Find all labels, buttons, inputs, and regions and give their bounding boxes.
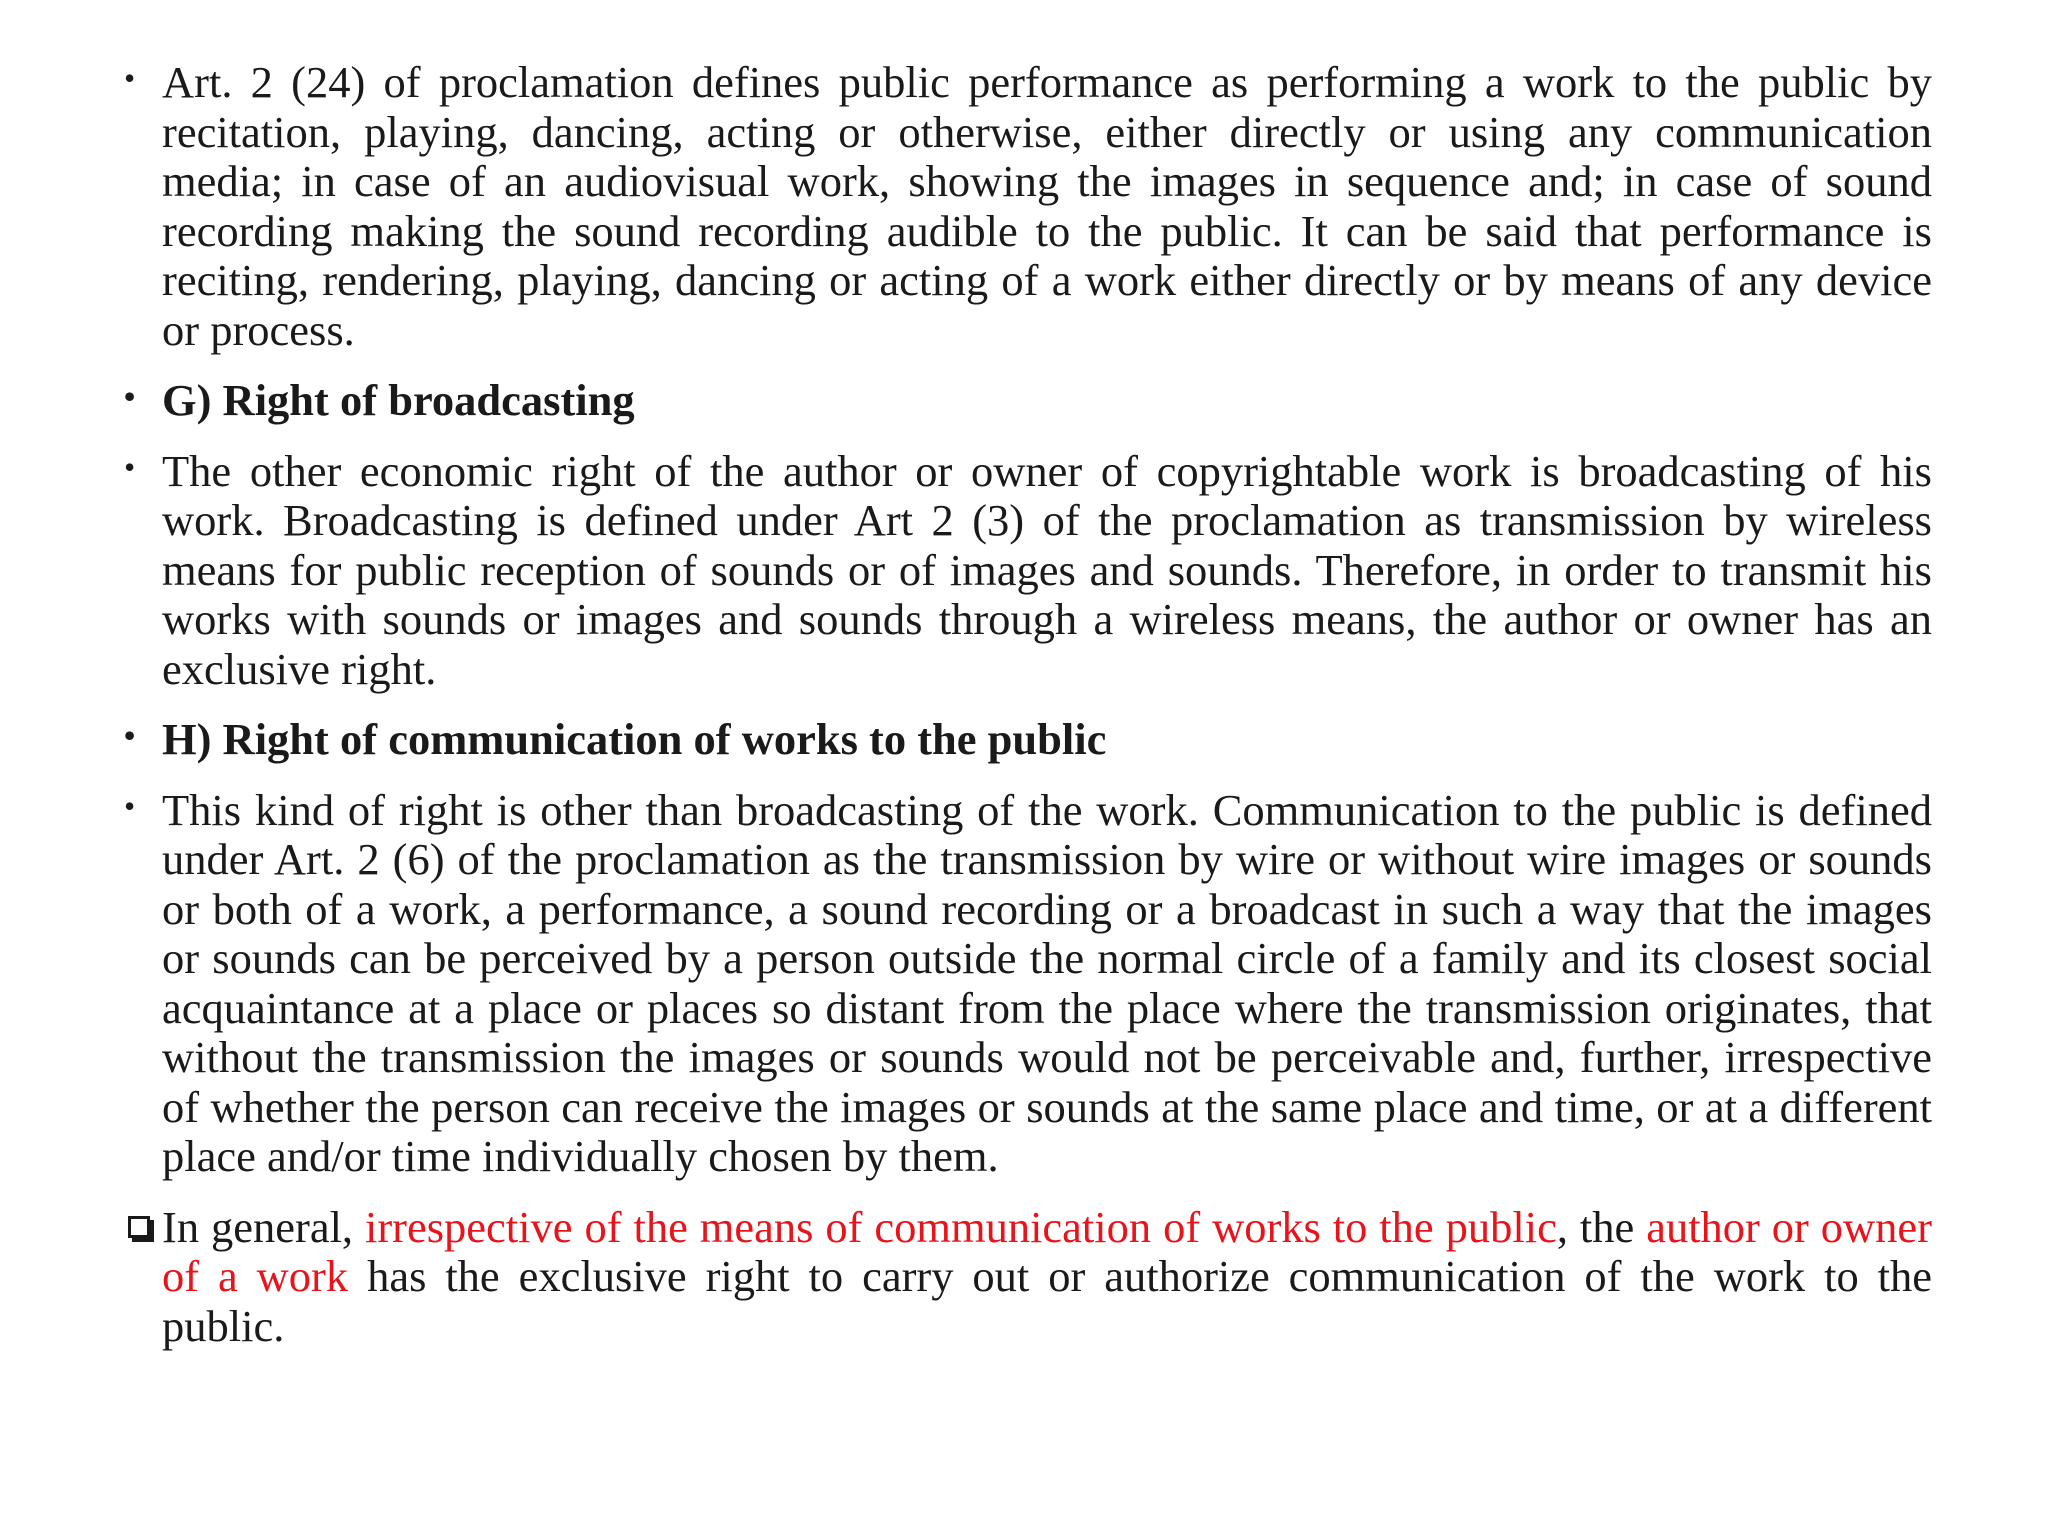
bullet-text: This kind of right is other than broadcasting of the work. Communication to the public is defined under Art. 2 (6) of the proclamation as the transmission by wire or without wire images or sounds or both of a work, a performance, a sound recording or a broadcast in such a way that the images or sounds can be perceived by a person outside the normal circle of a family and its closest social acquaintance at a place or places so distant from the place where the transmission originates, that without the transmission the images or sounds would not be perceivable and, further, irrespective of whether the person can receive the images or sounds at the same place and time, or at a different place and/or time individually chosen by them.	[162, 784, 1932, 1181]
bullet-text: The other economic right of the author or owner of copyrightable work is broadcasting of his work. Broadcasting is defined under Art 2 (3) of the proclamation as transmission by wireless means for public reception of sounds or of images and sounds. Therefore, in order to transmit his works with sounds or images and sounds through a wireless means, the author or owner has an exclusive right.	[162, 445, 1932, 694]
checkbox-square-icon	[128, 1216, 150, 1238]
heading-text: G) Right of broadcasting	[162, 375, 635, 425]
bullet-communication-definition	[124, 784, 1932, 1182]
bullet-marker: •	[124, 378, 136, 414]
summary-paragraph	[162, 1203, 1932, 1352]
bullet-marker: •	[124, 787, 136, 824]
bullet-marker: •	[124, 448, 136, 485]
summary-text-3: has the exclusive right to carry out or authorize communication of the work to the public.	[162, 1251, 1933, 1351]
bullet-marker: •	[124, 717, 136, 753]
summary-highlight-author: author or owner of a work	[162, 1201, 1932, 1301]
heading-right-of-communication	[124, 714, 1932, 765]
bullet-broadcasting-definition	[124, 445, 1932, 695]
summary-text-1: In general,	[162, 1201, 365, 1252]
summary-text-2: , the	[1556, 1201, 1647, 1252]
bullet-marker: •	[124, 60, 136, 96]
summary-highlight-means: irrespective of the means of communication of works to the public	[364, 1201, 1557, 1252]
heading-right-of-broadcasting	[124, 375, 1932, 426]
bullet-public-performance-definition	[124, 57, 1932, 355]
heading-text: H) Right of communication of works to the public	[162, 714, 1107, 764]
bullet-text: Art. 2 (24) of proclamation defines public performance as performing a work to the public by recitation, playing, dancing, acting or otherwise, either directly or using any communication media; in case of an audiovisual work, showing the images in sequence and; in case of sound recording making the sound recording audible to the public. It can be said that performance is reciting, rendering, playing, dancing or acting of a work either directly or by means of any device or process.	[162, 57, 1932, 355]
